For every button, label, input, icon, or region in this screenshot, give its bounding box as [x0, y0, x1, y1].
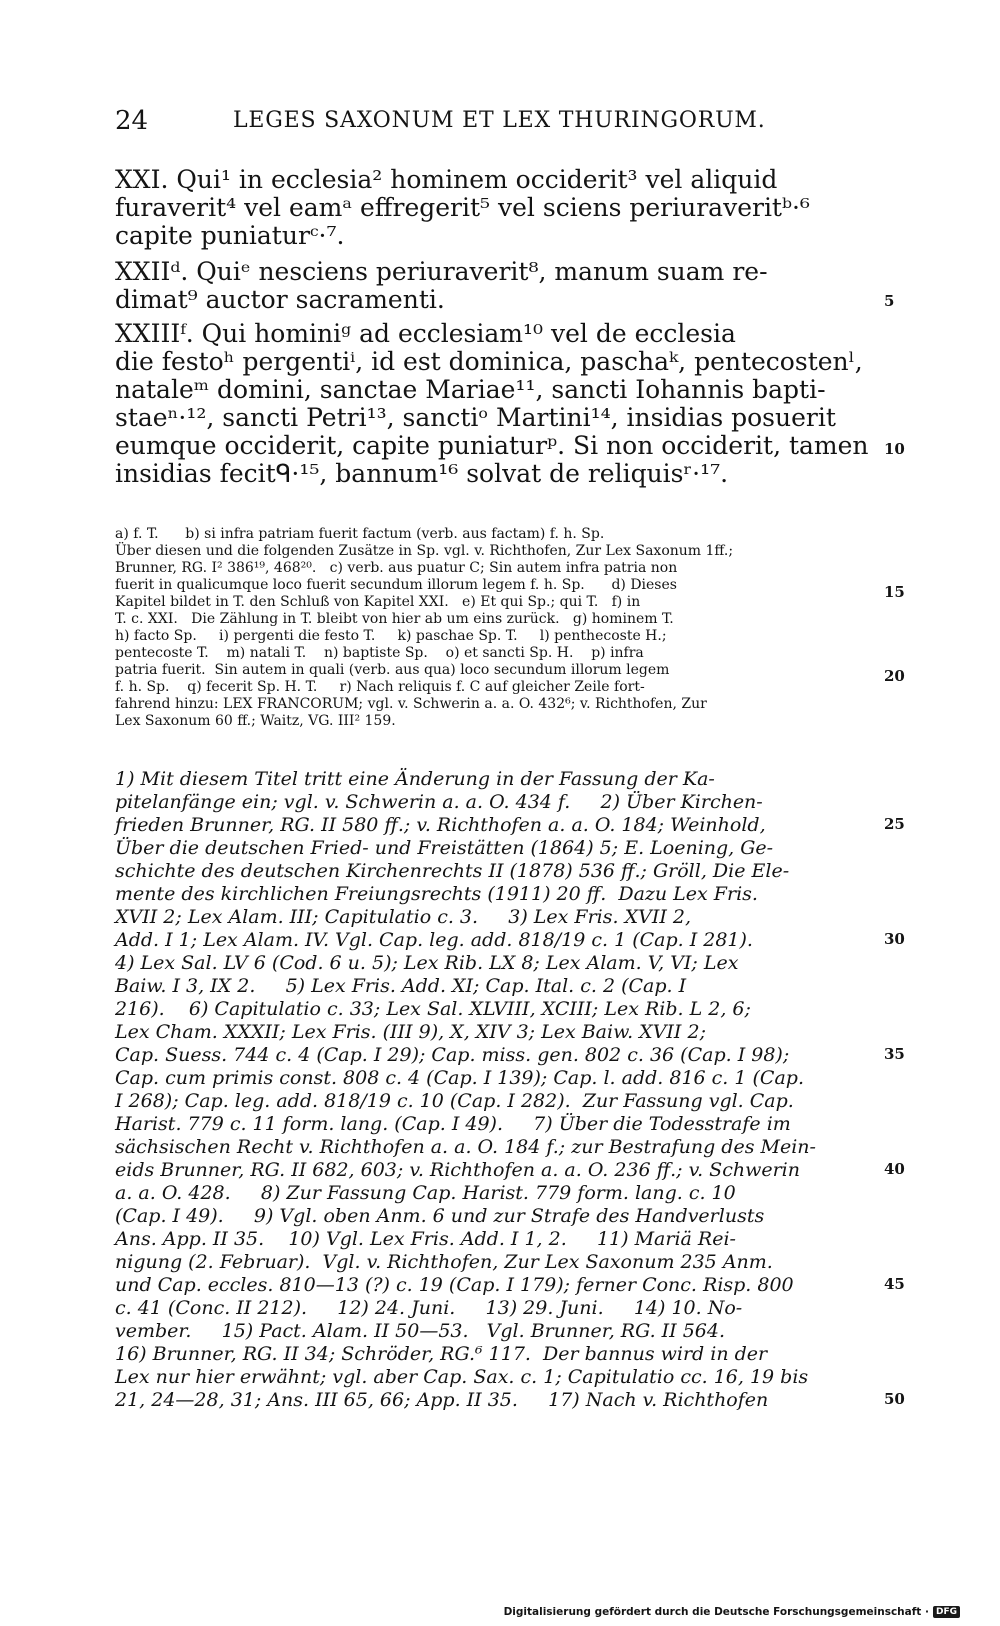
- note-line: sächsischen Recht v. Richthofen a. a. O. 184 f.; zur Bestrafung des Mein-: [115, 1136, 816, 1158]
- apparatus-line: f. h. Sp. q) fecerit Sp. H. T. r) Nach reliquis f. C auf gleicher Zeile fort-: [115, 679, 645, 695]
- note-line: Lex nur hier erwähnt; vgl. aber Cap. Sax. c. 1; Capitulatio cc. 16, 19 bis: [115, 1366, 809, 1388]
- main-text-line: dimat⁹ auctor sacramenti.: [115, 285, 445, 314]
- note-line: c. 41 (Conc. II 212). 12) 24. Juni. 13) 29. Juni. 14) 10. No-: [115, 1297, 743, 1319]
- line-number: 20: [884, 667, 905, 685]
- main-text-line: staeⁿ·¹², sancti Petri¹³, sanctiᵒ Martini¹⁴, insidias posuerit: [115, 403, 836, 432]
- note-line: nigung (2. Februar). Vgl. v. Richthofen, Zur Lex Saxonum 235 Anm.: [115, 1251, 773, 1273]
- note-line: Lex Cham. XXXII; Lex Fris. (III 9), X, XIV 3; Lex Baiw. XVII 2;: [115, 1021, 706, 1043]
- note-line: 21, 24—28, 31; Ans. III 65, 66; App. II 35. 17) Nach v. Richthofen: [115, 1389, 769, 1411]
- credit-text: Digitalisierung gefördert durch die Deutsche Forschungsgemeinschaft ·: [503, 1606, 929, 1618]
- page-number: 24: [115, 106, 149, 136]
- main-text-line: capite puniaturᶜ·⁷.: [115, 221, 345, 250]
- line-number: 30: [884, 930, 905, 948]
- apparatus-line: Über diesen und die folgenden Zusätze in Sp. vgl. v. Richthofen, Zur Lex Saxonum 1ff.;: [115, 543, 734, 559]
- main-text-line: die festoʰ pergentiⁱ, id est dominica, paschaᵏ, pentecostenˡ,: [115, 347, 863, 376]
- apparatus-line: pentecoste T. m) natali T. n) baptiste Sp. o) et sancti Sp. H. p) infra: [115, 645, 644, 661]
- apparatus-line: fahrend hinzu: LEX FRANCORUM; vgl. v. Schwerin a. a. O. 432⁶; v. Richthofen, Zur: [115, 696, 707, 712]
- dfg-logo: DFG: [933, 1606, 960, 1618]
- apparatus-line: a) f. T. b) si infra patriam fuerit factum (verb. aus factam) f. h. Sp.: [115, 526, 605, 542]
- note-line: Über die deutschen Fried- und Freistätten (1864) 5; E. Loening, Ge-: [115, 837, 774, 859]
- main-text-line: furaverit⁴ vel eamᵃ effregerit⁵ vel sciens periuraveritᵇ·⁶: [115, 193, 810, 222]
- note-line: (Cap. I 49). 9) Vgl. oben Anm. 6 und zur Strafe des Handverlusts: [115, 1205, 765, 1227]
- line-number: 40: [884, 1160, 905, 1178]
- apparatus-line: h) facto Sp. i) pergenti die festo T. k) paschae Sp. T. l) penthecoste H.;: [115, 628, 667, 644]
- line-number: 25: [884, 815, 905, 833]
- running-title: LEGES SAXONUM ET LEX THURINGORUM.: [233, 108, 766, 133]
- note-line: und Cap. eccles. 810—13 (?) c. 19 (Cap. I 179); ferner Conc. Risp. 800: [115, 1274, 794, 1296]
- apparatus-line: Kapitel bildet in T. den Schluß von Kapitel XXI. e) Et qui Sp.; qui T. f) in: [115, 594, 641, 610]
- main-text-line: eumque occiderit, capite puniaturᵖ. Si non occiderit, tamen: [115, 431, 869, 460]
- note-line: 1) Mit diesem Titel tritt eine Änderung in der Fassung der Ka-: [115, 768, 715, 790]
- line-number: 5: [884, 292, 895, 310]
- note-line: mente des kirchlichen Freiungsrechts (1911) 20 ff. Dazu Lex Fris.: [115, 883, 758, 905]
- apparatus-line: Lex Saxonum 60 ff.; Waitz, VG. III² 159.: [115, 713, 396, 729]
- note-line: 216). 6) Capitulatio c. 33; Lex Sal. XLVIII, XCIII; Lex Rib. L 2, 6;: [115, 998, 751, 1020]
- note-line: eids Brunner, RG. II 682, 603; v. Richthofen a. a. O. 236 ff.; v. Schwerin: [115, 1159, 800, 1181]
- note-line: XVII 2; Lex Alam. III; Capitulatio c. 3. 3) Lex Fris. XVII 2,: [115, 906, 691, 928]
- main-text-line: insidias fecitᑫ·¹⁵, bannum¹⁶ solvat de reliquisʳ·¹⁷.: [115, 459, 729, 488]
- note-line: Cap. Suess. 744 c. 4 (Cap. I 29); Cap. miss. gen. 802 c. 36 (Cap. I 98);: [115, 1044, 790, 1066]
- note-line: 16) Brunner, RG. II 34; Schröder, RG.⁶ 117. Der bannus wird in der: [115, 1343, 768, 1365]
- note-line: a. a. O. 428. 8) Zur Fassung Cap. Harist. 779 form. lang. c. 10: [115, 1182, 736, 1204]
- apparatus-line: Brunner, RG. I² 386¹⁹, 468²⁰. c) verb. aus puatur C; Sin autem infra patria non: [115, 560, 678, 576]
- note-line: I 268); Cap. leg. add. 818/19 c. 10 (Cap. I 282). Zur Fassung vgl. Cap.: [115, 1090, 794, 1112]
- line-number: 50: [884, 1390, 905, 1408]
- apparatus-line: fuerit in qualicumque loco fuerit secundum illorum legem f. h. Sp. d) Dieses: [115, 577, 677, 593]
- main-text-line: XXIIᵈ. Quiᵉ nesciens periuraverit⁸, manum suam re-: [115, 257, 768, 286]
- note-line: vember. 15) Pact. Alam. II 50—53. Vgl. Brunner, RG. II 564.: [115, 1320, 726, 1342]
- note-line: pitelanfänge ein; vgl. v. Schwerin a. a. O. 434 f. 2) Über Kirchen-: [115, 791, 763, 813]
- note-line: frieden Brunner, RG. II 580 ff.; v. Richthofen a. a. O. 184; Weinhold,: [115, 814, 766, 836]
- note-line: Add. I 1; Lex Alam. IV. Vgl. Cap. leg. add. 818/19 c. 1 (Cap. I 281).: [115, 929, 753, 951]
- main-text-line: XXIIIᶠ. Qui hominiᵍ ad ecclesiam¹⁰ vel de ecclesia: [115, 319, 736, 348]
- note-line: Cap. cum primis const. 808 c. 4 (Cap. I 139); Cap. l. add. 816 c. 1 (Cap.: [115, 1067, 804, 1089]
- line-number: 10: [884, 440, 905, 458]
- page-header: [115, 106, 875, 146]
- main-text-line: nataleᵐ domini, sanctae Mariae¹¹, sancti Iohannis bapti-: [115, 375, 826, 404]
- note-line: Ans. App. II 35. 10) Vgl. Lex Fris. Add. I 1, 2. 11) Mariä Rei-: [115, 1228, 736, 1250]
- note-line: 4) Lex Sal. LV 6 (Cod. 6 u. 5); Lex Rib. LX 8; Lex Alam. V, VI; Lex: [115, 952, 739, 974]
- apparatus-line: patria fuerit. Sin autem in quali (verb. aus qua) loco secundum illorum legem: [115, 662, 670, 678]
- line-number: 15: [884, 583, 905, 601]
- line-number: 45: [884, 1275, 905, 1293]
- note-line: schichte des deutschen Kirchenrechts II (1878) 536 ff.; Gröll, Die Ele-: [115, 860, 790, 882]
- main-text-line: XXI. Qui¹ in ecclesia² hominem occiderit³ vel aliquid: [115, 165, 778, 194]
- note-line: Harist. 779 c. 11 form. lang. (Cap. I 49). 7) Über die Todesstrafe im: [115, 1113, 791, 1135]
- apparatus-line: T. c. XXI. Die Zählung in T. bleibt von hier ab um eins zurück. g) hominem T.: [115, 611, 674, 627]
- note-line: Baiw. I 3, IX 2. 5) Lex Fris. Add. XI; Cap. Ital. c. 2 (Cap. I: [115, 975, 687, 997]
- digitization-credit: [504, 1606, 960, 1618]
- line-number: 35: [884, 1045, 905, 1063]
